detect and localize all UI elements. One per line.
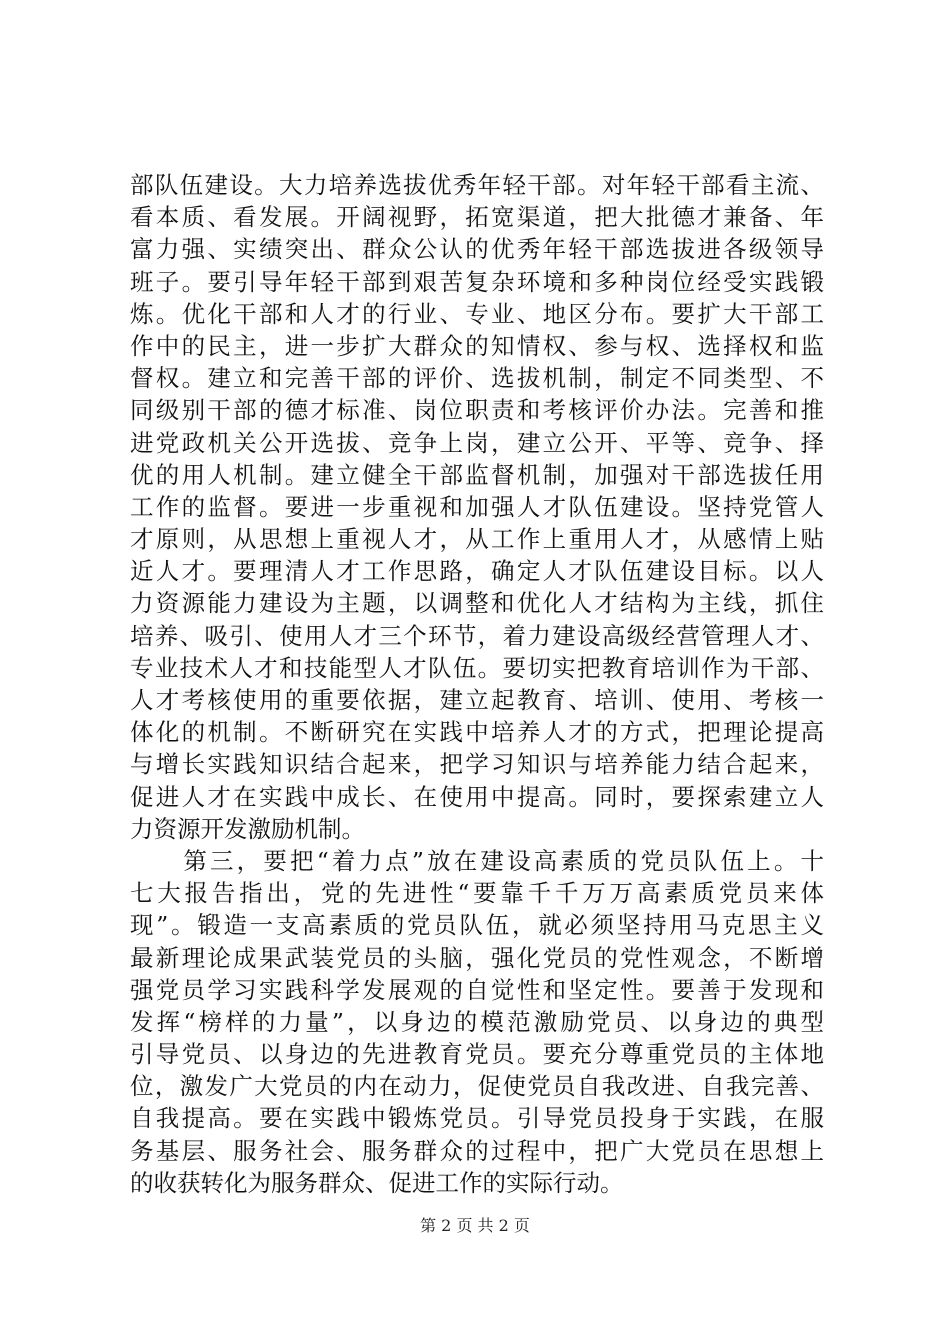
text-line: 位，激发广大党员的内在动力，促使党员自我改进、自我完善、 (130, 1072, 824, 1101)
text-line: 同级别干部的德才标准、岗位职责和考核评价办法。完善和推 (130, 396, 824, 425)
text-line: 与增长实践知识结合起来，把学习知识与培养能力结合起来， (130, 750, 824, 779)
text-line: 优的用人机制。建立健全干部监督机制，加强对干部选拔任用 (130, 460, 824, 489)
text-line: 督权。建立和完善干部的评价、选拔机制，制定不同类型、不 (130, 364, 824, 393)
text-line: 第三，要把“着力点”放在建设高素质的党员队伍上。十 (130, 846, 824, 875)
text-line: 的收获转化为服务群众、促进工作的实际行动。 (130, 1168, 624, 1197)
text-line: 发挥“榜样的力量”，以身边的模范激励党员、以身边的典型 (130, 1007, 824, 1036)
text-line: 现”。锻造一支高素质的党员队伍，就必须坚持用马克思主义 (130, 911, 824, 940)
text-line: 促进人才在实践中成长、在使用中提高。同时，要探索建立人 (130, 782, 824, 811)
text-line: 看本质、看发展。开阔视野，拓宽渠道，把大批德才兼备、年 (130, 203, 824, 232)
text-line: 近人才。要理清人才工作思路，确定人才队伍建设目标。以人 (130, 557, 824, 586)
text-line: 强党员学习实践科学发展观的自觉性和坚定性。要善于发现和 (130, 975, 824, 1004)
text-line: 人才考核使用的重要依据，建立起教育、培训、使用、考核一 (130, 686, 824, 714)
text-line: 富力强、实绩突出、群众公认的优秀年轻干部选拔进各级领导 (130, 235, 824, 264)
text-line: 作中的民主，进一步扩大群众的知情权、参与权、选择权和监 (130, 331, 824, 360)
text-line: 培养、吸引、使用人才三个环节，着力建设高级经营管理人才、 (130, 621, 824, 650)
text-line: 进党政机关公开选拔、竞争上岗，建立公开、平等、竞争、择 (130, 428, 824, 457)
text-line: 力资源开发激励机制。 (130, 814, 365, 843)
text-line: 自我提高。要在实践中锻炼党员。引导党员投身于实践，在服 (130, 1104, 824, 1133)
body-text (130, 169, 824, 1199)
text-line: 工作的监督。要进一步重视和加强人才队伍建设。坚持党管人 (130, 492, 824, 521)
text-line: 部队伍建设。大力培养选拔优秀年轻干部。对年轻干部看主流、 (130, 171, 824, 199)
text-line: 引导党员、以身边的先进教育党员。要充分尊重党员的主体地 (130, 1040, 824, 1069)
text-line: 才原则，从思想上重视人才，从工作上重用人才，从感情上贴 (130, 525, 824, 554)
text-line: 专业技术人才和技能型人才队伍。要切实把教育培训作为干部、 (130, 653, 824, 682)
text-line: 班子。要引导年轻干部到艰苦复杂环境和多种岗位经受实践锻 (130, 267, 824, 296)
text-line: 七大报告指出，党的先进性“要靠千千万万高素质党员来体 (130, 879, 824, 908)
text-line: 务基层、服务社会、服务群众的过程中，把广大党员在思想上 (130, 1136, 824, 1165)
page-footer: 第 2 页 共 2 页 (420, 1216, 530, 1235)
text-line: 力资源能力建设为主题，以调整和优化人才结构为主线，抓住 (130, 589, 824, 618)
text-line: 炼。优化干部和人才的行业、专业、地区分布。要扩大干部工 (130, 299, 824, 328)
text-line: 最新理论成果武装党员的头脑，强化党员的党性观念，不断增 (130, 943, 824, 972)
text-line: 体化的机制。不断研究在实践中培养人才的方式，把理论提高 (130, 718, 824, 747)
